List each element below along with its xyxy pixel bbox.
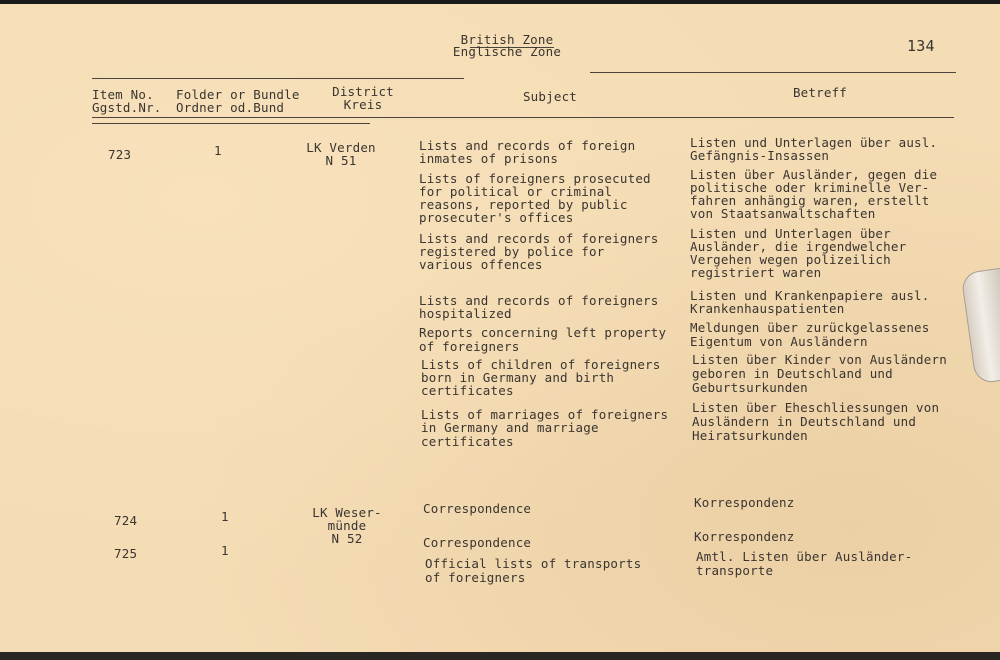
subject-line: various offences <box>419 257 543 272</box>
subject-line: certificates <box>421 434 514 449</box>
betreff-line: Korrespondenz <box>694 495 795 510</box>
betreff-line: von Staatsanwaltschaften <box>690 206 876 221</box>
col-item-en: Item No. <box>92 87 154 102</box>
col-subject: Subject <box>522 89 578 104</box>
district-line: LK Verden <box>306 140 376 155</box>
district-line: LK Weser- <box>312 505 382 520</box>
item-number: 724 <box>114 513 138 528</box>
betreff-line: registriert waren <box>690 265 822 280</box>
zone-title-de: Englische Zone <box>452 44 562 59</box>
betreff-line: Meldungen über zurückgelassenes <box>690 320 930 335</box>
subject-line: for political or criminal <box>419 184 613 199</box>
folder-number: 1 <box>221 543 229 558</box>
betreff-line: Listen über Eheschliessungen von <box>692 400 940 415</box>
district-line: N 52 <box>331 531 363 546</box>
page-shadow <box>0 652 1000 660</box>
folder-number: 1 <box>214 143 222 158</box>
betreff-line: Listen über Ausländer, gegen die <box>690 167 938 182</box>
header-rule-top-left <box>92 78 464 79</box>
subject-line: Correspondence <box>423 501 532 516</box>
header-rule-top-right <box>590 72 956 73</box>
subject-line: in Germany and marriage <box>421 420 599 435</box>
col-folder-de: Ordner od.Bund <box>176 100 285 115</box>
betreff-line: Listen und Unterlagen über ausl. <box>690 135 938 150</box>
betreff-line: Eigentum von Ausländern <box>690 334 868 349</box>
betreff-line: Heiratsurkunden <box>692 428 808 443</box>
folder-number: 1 <box>221 509 229 524</box>
district-line: N 51 <box>325 153 357 168</box>
page-number: 134 <box>907 37 935 55</box>
betreff-line: Korrespondenz <box>694 529 795 544</box>
betreff-line: Ausländern in Deutschland und <box>692 414 917 429</box>
col-betreff: Betreff <box>792 85 848 100</box>
col-district-de: Kreis <box>343 97 383 112</box>
subject-line: hospitalized <box>419 306 512 321</box>
subject-line: born in Germany and birth <box>421 370 615 385</box>
betreff-line: transporte <box>696 563 774 578</box>
subject-line: Lists of children of foreigners <box>421 357 661 372</box>
item-number: 723 <box>108 147 132 162</box>
subject-line: reasons, reported by public <box>419 197 628 212</box>
betreff-line: Amtl. Listen über Ausländer- <box>696 549 913 564</box>
subject-line: Lists of marriages of foreigners <box>421 407 669 422</box>
betreff-line: Geburtsurkunden <box>692 380 808 395</box>
header-rule-bottom-2 <box>92 123 370 124</box>
subject-line: prosecuter's offices <box>419 210 574 225</box>
betreff-line: geboren in Deutschland und <box>692 366 893 381</box>
betreff-line: fahren anhängig waren, erstellt <box>690 193 930 208</box>
district-line: münde <box>327 518 367 533</box>
betreff-line: Listen und Krankenpapiere ausl. <box>690 288 930 303</box>
paper-clip <box>960 268 1000 385</box>
subject-line: registered by police for <box>419 244 605 259</box>
subject-line: inmates of prisons <box>419 151 559 166</box>
subject-line: Lists and records of foreigners <box>419 293 659 308</box>
betreff-line: Krankenhauspatienten <box>690 301 845 316</box>
item-number: 725 <box>114 546 138 561</box>
col-folder-en: Folder or Bundle <box>176 87 300 102</box>
betreff-line: Gefängnis-Insassen <box>690 148 830 163</box>
zone-title-en: British Zone <box>460 32 554 47</box>
archive-page <box>0 4 1000 656</box>
betreff-line: Listen über Kinder von Ausländern <box>692 352 947 367</box>
betreff-line: Listen und Unterlagen über <box>690 226 891 241</box>
betreff-line: Vergehen wegen polizeilich <box>690 252 891 267</box>
subject-line: Lists and records of foreigners <box>419 231 659 246</box>
subject-line: of foreigners <box>425 570 526 585</box>
betreff-line: politische oder kriminelle Ver- <box>690 180 930 195</box>
col-district-en: District <box>332 84 394 99</box>
col-item-de: Ggstd.Nr. <box>92 100 162 115</box>
header-rule-bottom-1 <box>92 117 954 118</box>
betreff-line: Ausländer, die irgendwelcher <box>690 239 907 254</box>
subject-line: Official lists of transports <box>425 556 642 571</box>
subject-line: Reports concerning left property <box>419 325 667 340</box>
subject-line: certificates <box>421 383 514 398</box>
subject-line: Lists of foreigners prosecuted <box>419 171 651 186</box>
subject-line: Lists and records of foreign <box>419 138 636 153</box>
subject-line: of foreigners <box>419 339 520 354</box>
subject-line: Correspondence <box>423 535 532 550</box>
